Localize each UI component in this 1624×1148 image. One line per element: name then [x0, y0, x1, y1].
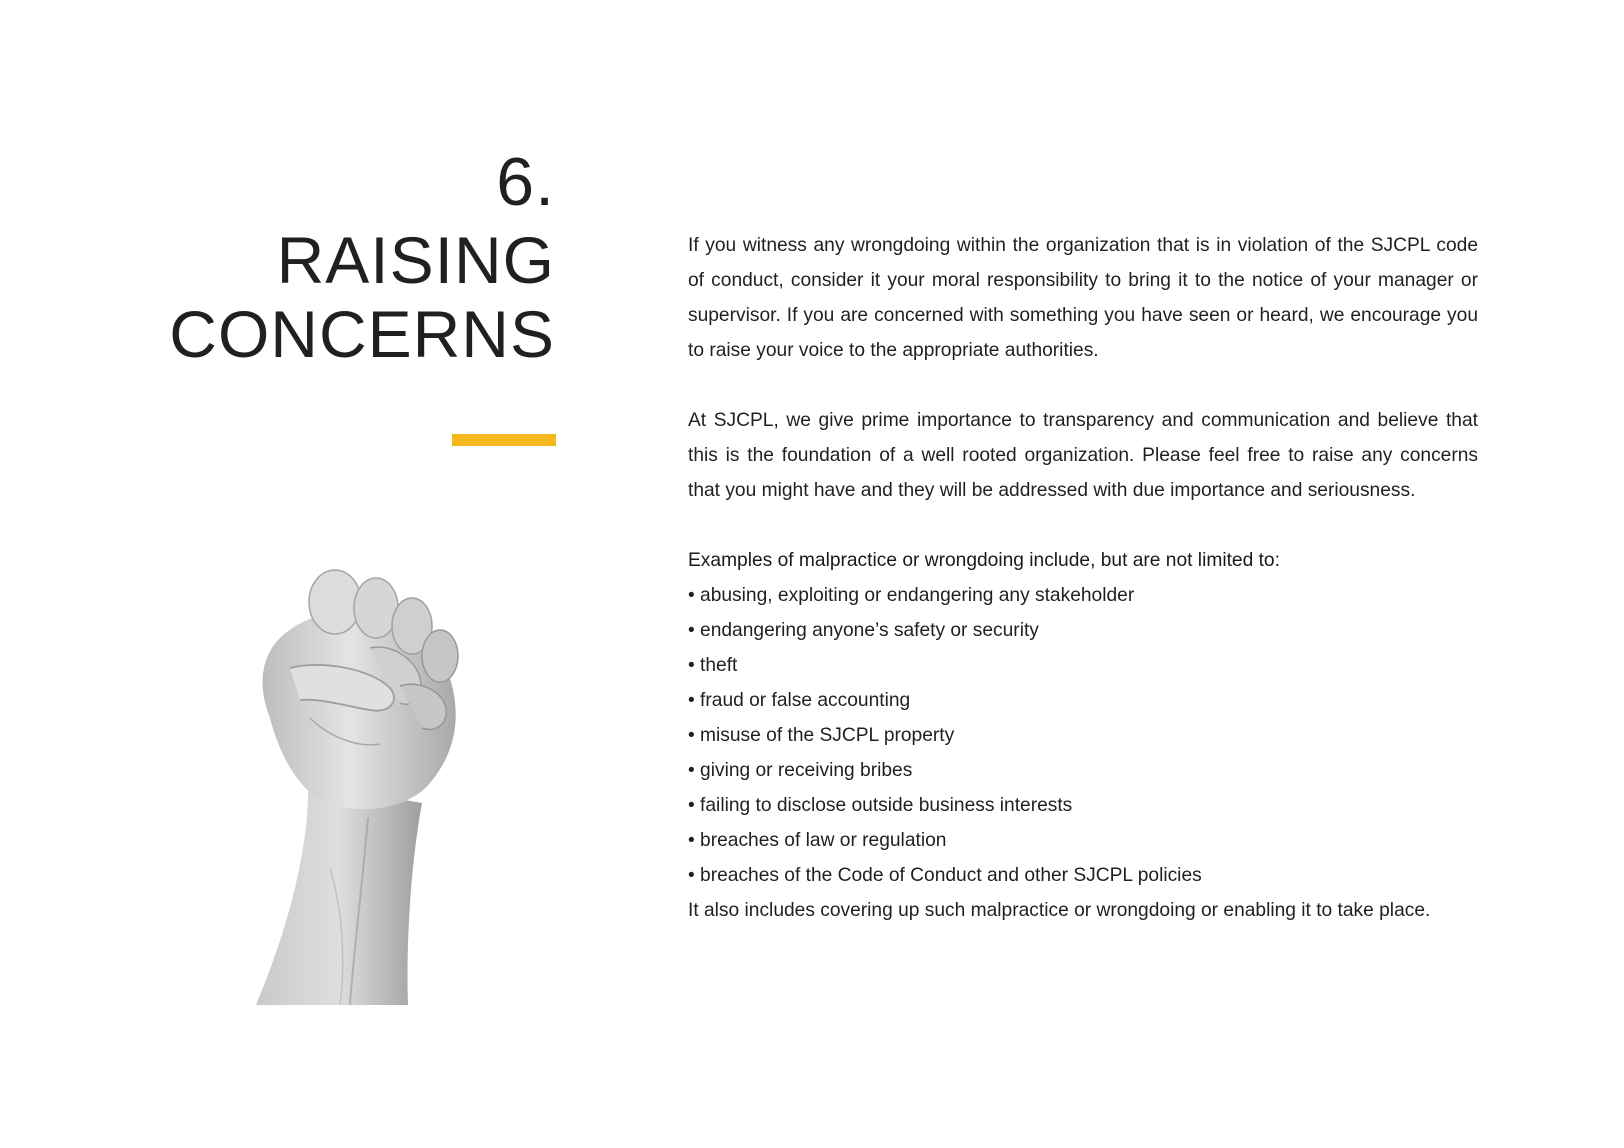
section-number: 6.	[496, 144, 555, 220]
accent-bar	[452, 434, 556, 446]
list-item: • abusing, exploiting or endangering any stakeholder	[688, 585, 1135, 606]
intro-paragraph: If you witness any wrongdoing within the organization that is in violation of the SJCPL code of conduct, consider it your moral responsibility to bring it to the notice of your manager or supervisor. If you are concerned with something you have seen or heard, we encourage you to raise your voice to the appropriate authorities.	[688, 235, 1478, 361]
list-item: • theft	[688, 655, 738, 676]
transparency-paragraph: At SJCPL, we give prime importance to transparency and communication and believe that this is the foundation of a well rooted organization. Please feel free to raise any concerns that you might have and they will be addressed with due importance and seriousness.	[688, 410, 1478, 501]
list-item: • misuse of the SJCPL property	[688, 725, 955, 746]
section-title-line-1: RAISING	[276, 223, 555, 297]
examples-heading: Examples of malpractice or wrongdoing include, but are not limited to:	[688, 550, 1280, 571]
section-title-line-2: CONCERNS	[169, 297, 555, 371]
section-title	[169, 223, 555, 371]
list-item: • giving or receiving bribes	[688, 760, 913, 781]
list-item: • endangering anyone’s safety or security	[688, 620, 1039, 641]
list-item: • failing to disclose outside business interests	[688, 795, 1073, 816]
raised-fist-icon	[250, 568, 480, 1005]
list-item: • fraud or false accounting	[688, 690, 911, 711]
examples-list	[688, 578, 1478, 893]
body-column	[688, 228, 1478, 928]
closing-paragraph: It also includes covering up such malpractice or wrongdoing or enabling it to take place.	[688, 900, 1431, 921]
list-item: • breaches of law or regulation	[688, 830, 947, 851]
list-item: • breaches of the Code of Conduct and other SJCPL policies	[688, 865, 1202, 886]
